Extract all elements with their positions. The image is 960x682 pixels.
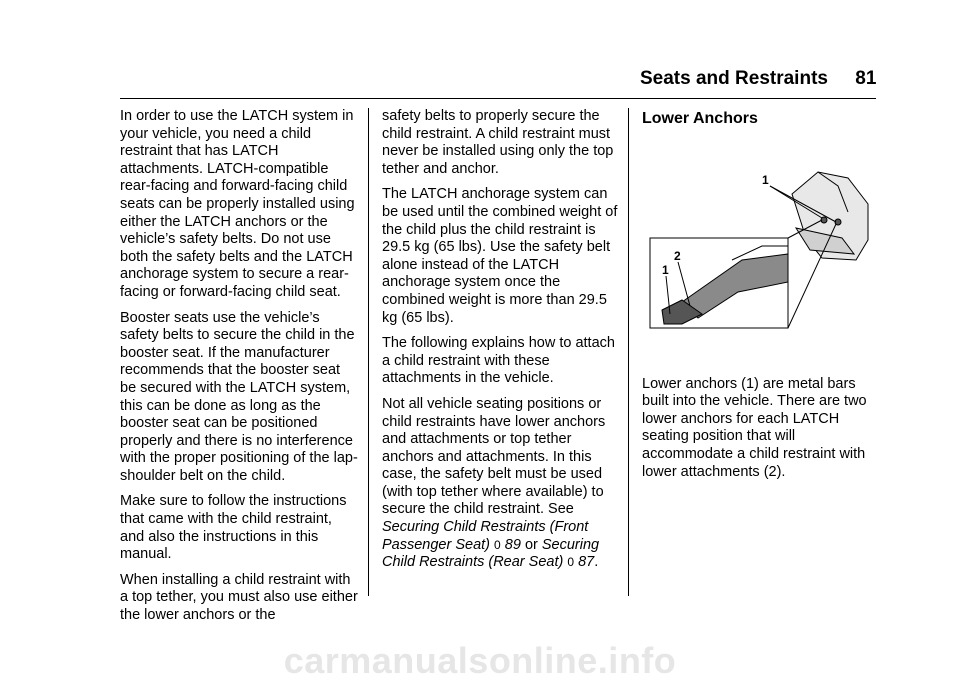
page-header: [640, 68, 876, 90]
callout-label: 1: [662, 262, 669, 277]
paragraph: safety belts to properly secure the child restraint. A child restraint must never be installed using only the top tether and anchor.: [382, 108, 614, 177]
paragraph: The following explains how to attach a child restraint with these attachments in the vehicle.: [382, 335, 615, 387]
page-ref-87[interactable]: 87: [578, 554, 595, 571]
paragraph: The LATCH anchorage system can be used until the combined weight of the child plus the child restraint is 29.5 kg (65 lbs). Use the safety belt alone instead of the LATCH anchorage system once the combined weight is more than 29.5 kg (65 lbs).: [382, 186, 618, 326]
paragraph: Make sure to follow the instructions that came with the child restraint, and also the instructions in this manual.: [120, 493, 347, 563]
callout-label: 2: [674, 248, 681, 263]
link-front-passenger-seat[interactable]: Securing Child Restraints (Front Passenger Seat): [382, 519, 589, 553]
watermark: carmanualsonline.info: [283, 640, 677, 681]
page-ref-arrow-icon: 0: [494, 537, 501, 552]
page-ref-89[interactable]: 89: [504, 536, 521, 553]
column-2: [382, 108, 618, 580]
callout-label: 1: [762, 172, 769, 187]
paragraph: Booster seats use the vehicle’s safety belts to secure the child in the booster seat. If the manufacturer recommends that the booster seat be secured with the LATCH system, this can be done as long as the booster seat can be positioned properly and there is no interference with the proper positioning of the lap-shoulder belt on the child.: [120, 309, 358, 484]
header-rule: [120, 98, 876, 99]
child-seat-drawing: [792, 172, 868, 260]
paragraph: In order to use the LATCH system in your vehicle, you need a child restraint that has LATCH attachments. LATCH-compatible rear-facing and forward-facing child seats can be properly installed using either the LATCH anchors or the vehicle’s safety belts. Do not use both the safety belts and the LATCH anchorage system to secure a rear-facing or forward-facing child seat.: [120, 108, 355, 300]
page-ref-arrow-icon: 0: [567, 555, 575, 570]
column-3: [642, 108, 876, 489]
lower-anchors-illustration: [642, 142, 876, 362]
column-1: [120, 108, 360, 633]
paragraph-with-references: Not all vehicle seating positions or child restraints have lower anchors and attachments or top tether anchors and attachments. In this case, the safety belt must be used (with top tether where available) to secure the child restraint. See Securing Child Restraints (Front Passenger Seat) 0 89 or Securing Child Restraints (Rear Seat) 0 87.: [382, 395, 606, 571]
section-heading: Lower Anchors: [642, 110, 758, 127]
page-number: 81: [855, 68, 877, 89]
column-divider-2: [628, 108, 629, 596]
column-divider-1: [368, 108, 369, 596]
paragraph: Lower anchors (1) are metal bars built into the vehicle. There are two lower anchors for each LATCH seating position that will accommodate a child restraint with lower attachments (2).: [642, 375, 867, 480]
section-title: Seats and Restraints: [640, 68, 828, 89]
link-rear-seat[interactable]: Securing Child Restraints (Rear Seat): [382, 536, 600, 571]
paragraph: When installing a child restraint with a top tether, you must also use either the lower anchors or the: [120, 571, 358, 624]
